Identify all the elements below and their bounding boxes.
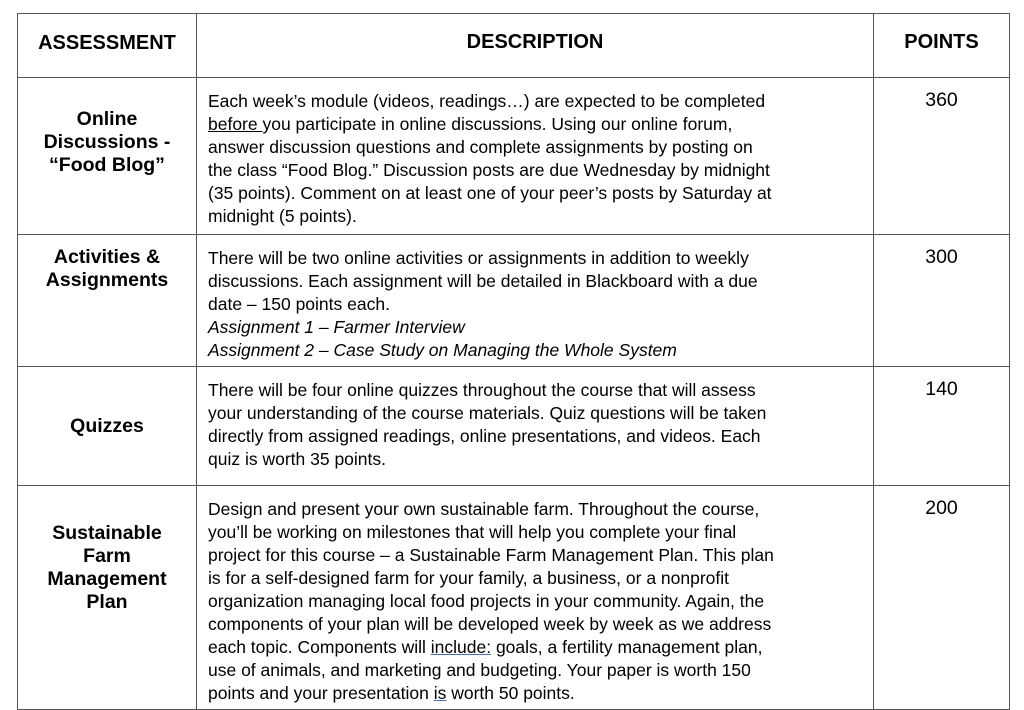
assessment-name-line: Plan [86,590,128,613]
table-row-online-discussions [18,78,1010,235]
description-line: is for a self-designed farm for your family, a business, or a nonprofit [208,568,730,588]
assessment-name-line: Management [47,567,167,590]
description-line: you’ll be working on milestones that will help you complete your final [208,522,737,542]
assessment-name-line: Farm [83,544,131,567]
description-line: use of animals, and marketing and budgeting. Your paper is worth 150 [208,660,751,680]
description-cell [197,78,874,235]
table-row-activities-assignments [18,235,1010,367]
description-text: you participate in online discussions. Using our online forum, [262,114,733,134]
description-line: quiz is worth 35 points. [208,449,387,469]
description-text: points and your presentation [208,683,434,703]
points-column-header: POINTS [874,14,1010,78]
description-line: answer discussion questions and complete assignments by posting on [208,137,753,157]
description-cell [197,235,874,367]
description-line: There will be two online activities or assignments in addition to weekly [208,248,749,268]
description-text: worth 50 points. [446,683,575,703]
description-column-header: DESCRIPTION [197,14,874,78]
description-line: discussions. Each assignment will be detailed in Blackboard with a due [208,271,758,291]
description-line: directly from assigned readings, online presentations, and videos. Each [208,426,761,446]
points-cell: 200 [874,486,1010,710]
description-line: organization managing local food projects in your community. Again, the [208,591,765,611]
assessment-name-line: Quizzes [70,414,144,437]
description-line [208,682,865,705]
description-cell [197,367,874,486]
assignment-1-line: Assignment 1 – Farmer Interview [208,317,465,337]
description-line: date – 150 points each. [208,294,390,314]
description-line: your understanding of the course materials. Quiz questions will be taken [208,403,767,423]
description-text: goals, a fertility management plan, [491,637,763,657]
assessment-column-header: ASSESSMENT [18,14,197,78]
assessment-name-line: Sustainable [52,521,162,544]
table-header-row [18,14,1010,78]
points-cell: 140 [874,367,1010,486]
table-row-sustainable-farm-plan [18,486,1010,710]
underlined-text: include: [430,637,492,657]
description-line: project for this course – a Sustainable Farm Management Plan. This plan [208,545,774,565]
assessment-name-line: Assignments [45,268,169,291]
description-line: Each week’s module (videos, readings…) are expected to be completed [208,91,766,111]
assessment-name-cell [18,486,197,710]
assignment-2-line: Assignment 2 – Case Study on Managing the Whole System [208,340,677,360]
assessment-table [17,13,1010,710]
underlined-text: before [208,114,263,134]
assessment-name-line: Discussions - [43,130,171,153]
table-row-quizzes [18,367,1010,486]
assessment-name-line: Activities & [53,245,161,268]
assessment-name-cell [18,367,197,486]
description-line: the class “Food Blog.” Discussion posts are due Wednesday by midnight [208,160,770,180]
description-text: each topic. Components will [208,637,431,657]
points-cell: 300 [874,235,1010,367]
description-line: midnight (5 points). [208,206,357,226]
description-line [208,636,865,659]
underlined-text: is [433,683,447,703]
description-line: Design and present your own sustainable farm. Throughout the course, [208,499,760,519]
description-line: (35 points). Comment on at least one of your peer’s posts by Saturday at [208,183,772,203]
description-cell [197,486,874,710]
description-line [208,113,865,136]
assessment-name-line: Online [76,107,138,130]
assessment-name-cell [18,235,197,367]
description-line: There will be four online quizzes throughout the course that will assess [208,380,756,400]
description-line: components of your plan will be developed week by week as we address [208,614,772,634]
assessment-name-line: “Food Blog” [49,153,165,176]
assessment-name-cell [18,78,197,235]
points-cell: 360 [874,78,1010,235]
